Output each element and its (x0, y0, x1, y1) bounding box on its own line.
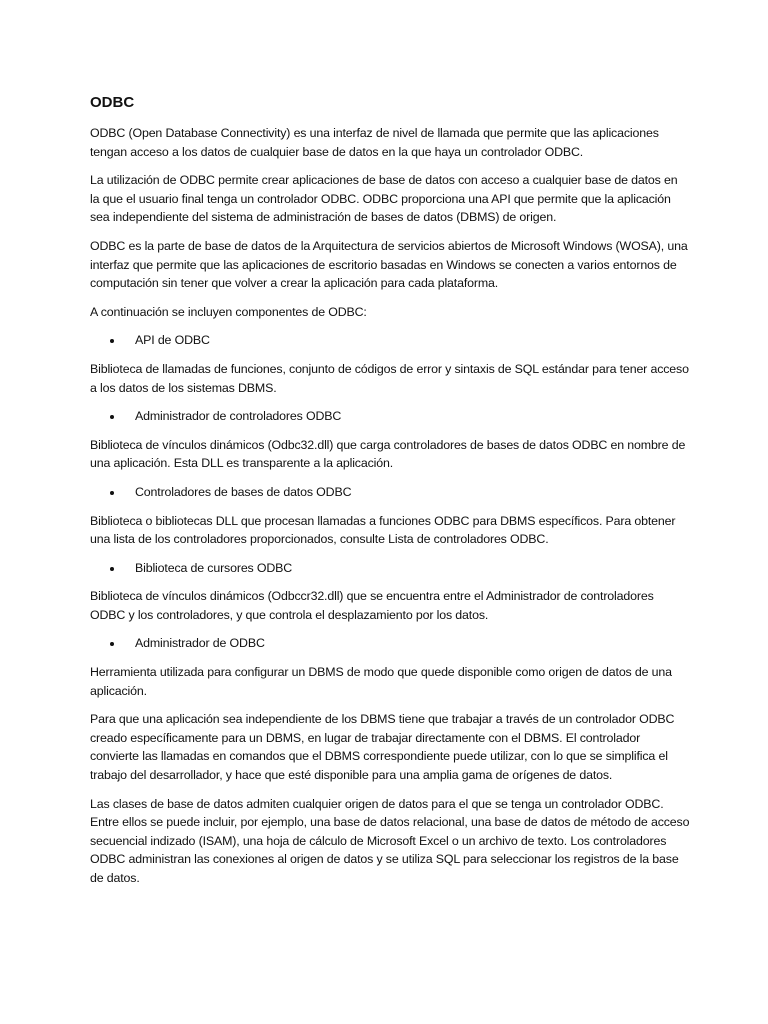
paragraph: Biblioteca de vínculos dinámicos (Odbc32.dll) que carga controladores de bases de datos ODBC en nombre de una aplicación. Esta DLL es transparente a la aplicación. (90, 437, 686, 471)
bullet-item (90, 331, 690, 350)
paragraph: La utilización de ODBC permite crear aplicaciones de base de datos con acceso a cualquier base de datos en la que el usuario final tenga un controlador ODBC. ODBC proporciona una API que permite que la aplicación sea independiente del sistema de administración de bases de datos (DBMS) de origen. (90, 173, 678, 225)
paragraph: Las clases de base de datos admiten cualquier origen de datos para el que se tenga un controlador ODBC. Entre ellos se puede incluir, por ejemplo, una base de datos relacional, una base de datos de método de acceso secuencial indizado (ISAM), una hoja de cálculo de Microsoft Excel o un archivo de texto. Los controladores ODBC administran las conexiones al origen de datos y se utiliza SQL para seleccionar los registros de la base de datos. (90, 796, 690, 885)
bullet-text: Administrador de ODBC (135, 636, 265, 651)
bullet-text: Controladores de bases de datos ODBC (135, 484, 352, 499)
bullet-item (90, 559, 690, 578)
paragraph: Herramienta utilizada para configurar un DBMS de modo que quede disponible como origen de datos de una aplicación. (90, 665, 672, 698)
document-body (90, 124, 690, 888)
paragraph: ODBC es la parte de base de datos de la Arquitectura de servicios abiertos de Microsoft Windows (WOSA), una interfaz que permite que las aplicaciones de escritorio basadas en Windows se conecten a varios entornos de computación sin tener que volver a crear la aplicación para cada plataforma. (90, 238, 688, 291)
document-title: ODBC (90, 94, 135, 111)
bullet-text: API de ODBC (135, 333, 210, 348)
bullet-item (90, 634, 690, 653)
bullet-item (90, 483, 690, 502)
paragraph: Biblioteca de vínculos dinámicos (Odbccr32.dll) que se encuentra entre el Administrador de controladores ODBC y los controladores, y que controla el desplazamiento por los datos. (90, 589, 654, 622)
paragraph: A continuación se incluyen componentes de ODBC: (90, 304, 367, 319)
bullet-text: Administrador de controladores ODBC (135, 409, 342, 424)
bullet-dot-icon (110, 491, 114, 495)
paragraph: Para que una aplicación sea independiente de los DBMS tiene que trabajar a través de un controlador ODBC creado específicamente para un DBMS, en lugar de trabajar directamente con el DBMS. El controlador convierte las llamadas en comandos que el DBMS correspondiente puede utilizar, con lo que se simplifica el trabajo del desarrollador, y hace que esté disponible para una amplia gama de orígenes de datos. (90, 712, 675, 783)
bullet-item (90, 407, 690, 426)
bullet-dot-icon (110, 642, 114, 646)
bullet-dot-icon (110, 567, 114, 571)
paragraph: Biblioteca de llamadas de funciones, conjunto de códigos de error y sintaxis de SQL estándar para tener acceso a los datos de los sistemas DBMS. (90, 361, 689, 395)
paragraph: Biblioteca o bibliotecas DLL que procesan llamadas a funciones ODBC para DBMS específicos. Para obtener una lista de los controladores proporcionados, consulte Lista de controladores ODBC. (90, 513, 676, 547)
bullet-dot-icon (110, 415, 114, 419)
paragraph: ODBC (Open Database Connectivity) es una interfaz de nivel de llamada que permite que las aplicaciones tengan acceso a los datos de cualquier base de datos en la que haya un controlador ODBC. (90, 126, 659, 159)
bullet-dot-icon (110, 339, 114, 343)
bullet-text: Biblioteca de cursores ODBC (135, 560, 293, 575)
document-page (90, 92, 690, 898)
